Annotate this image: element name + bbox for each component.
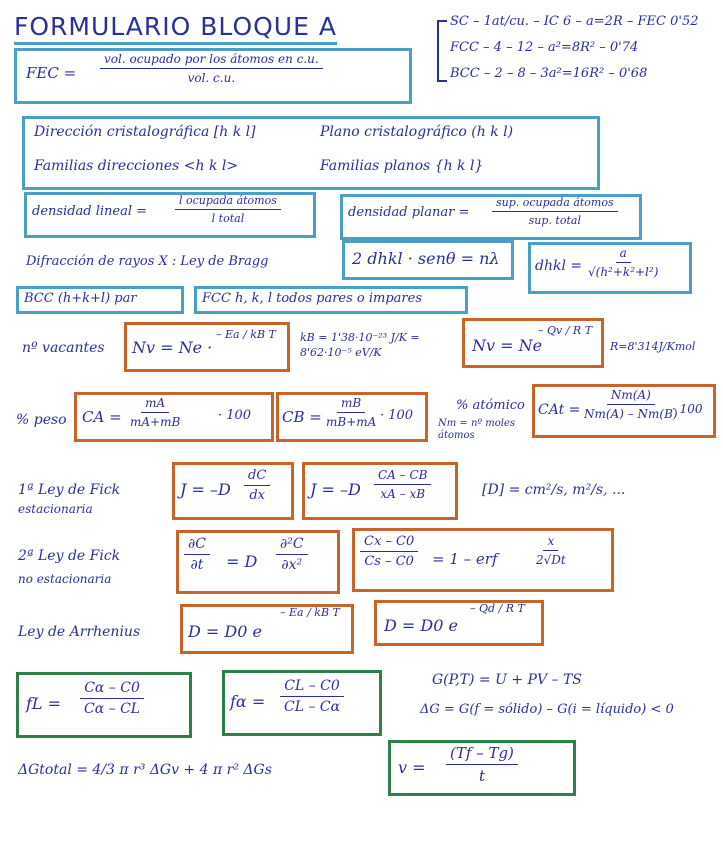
fick2-eq1-lhs-fraction (184, 536, 210, 573)
cb-num: mB (337, 396, 365, 413)
linear-density-den: l total (211, 212, 245, 225)
fick2-sublabel: no estacionaria (18, 572, 112, 586)
ca-times100: · 100 (218, 408, 252, 423)
structure-sc: SC – 1at/cu. – IC 6 – a=2R – FEC 0'52 (450, 14, 699, 29)
planar-density-fraction (492, 196, 618, 227)
gibbs-energy: G(P,T) = U + PV – TS (432, 672, 582, 688)
vacancies-eq2-lhs: Nv = Ne (472, 336, 543, 355)
bragg-equation: 2 dhkl · senθ = nλ (352, 249, 500, 268)
fick2-c-fraction (360, 534, 418, 569)
fick1-sublabel: estacionaria (18, 502, 93, 516)
family-planes-label: Familias planos {h k l} (320, 158, 484, 174)
fick1-eq2-den: xA – xB (380, 487, 426, 501)
vacancies-label: nº vacantes (22, 340, 105, 356)
boltzmann-constant: kB = 1'38·10⁻²³ J/K = 8'62·10⁻⁵ eV/K (300, 331, 420, 359)
page-title: FORMULARIO BLOQUE A (14, 12, 337, 45)
dhkl-fraction (584, 246, 662, 279)
cb-fraction (322, 396, 380, 429)
dhkl-lhs: dhkl = (535, 258, 583, 274)
fick2-c-num: Cx – C0 (360, 534, 418, 552)
ca-num: mA (141, 396, 169, 413)
planar-density-den: sup. total (528, 214, 581, 227)
vacancies-eq2-exponent: – Qv / R T (538, 324, 593, 337)
arrhenius-eq2-exponent: – Qd / R T (470, 602, 525, 615)
dhkl-den: √(h²+k²+l²) (588, 265, 659, 279)
fick2-rhs-den: ∂x² (281, 557, 303, 573)
weight-percent-label: % peso (16, 412, 67, 428)
cat-den: Nm(A) – Nm(B) (584, 407, 678, 421)
fick2-rhs-num: ∂²C (276, 536, 308, 555)
velocity-lhs: v = (398, 758, 426, 777)
velocity-num: (Tf – Tg) (446, 744, 518, 765)
planar-density-label: densidad planar = (348, 205, 470, 220)
fcc-rule: FCC h, k, l todos pares o impares (202, 291, 422, 306)
fick1-eq1-num: dC (244, 468, 270, 486)
linear-density-label: densidad lineal = (32, 204, 148, 219)
cat-times100: · 100 (672, 402, 703, 416)
arrhenius-label: Ley de Arrhenius (18, 624, 141, 640)
cb-times100: · 100 (380, 408, 414, 423)
structure-bcc: BCC – 2 – 8 – 3a²=16R² – 0'68 (450, 66, 648, 81)
fick2-erf-num: x (543, 534, 558, 551)
falpha-fraction (280, 678, 344, 715)
falpha-num: CL – C0 (280, 678, 344, 697)
plane-label: Plano cristalográfico (h k l) (320, 124, 514, 140)
gibbs-total: ΔGtotal = 4/3 π r³ ΔGv + 4 π r² ΔGs (18, 762, 272, 778)
fick2-erf-den: 2√Dt (536, 553, 566, 567)
bragg-label: Difracción de rayos X : Ley de Bragg (26, 254, 269, 269)
fl-den: Cα – CL (84, 701, 141, 717)
fick1-eq2-num: CA – CB (374, 468, 431, 485)
fec-label: FEC = (26, 64, 77, 82)
cat-lhs: CAt = (538, 402, 581, 418)
fick1-label: 1ª Ley de Fick (18, 482, 121, 498)
linear-density-fraction (175, 194, 281, 225)
fick2-eq-mid: = D (226, 552, 258, 571)
fick2-label: 2ª Ley de Fick (18, 548, 121, 564)
structure-fcc: FCC – 4 – 12 – a²=8R² – 0'74 (450, 40, 639, 55)
direction-label: Dirección cristalográfica [h k l] (34, 124, 256, 140)
arrhenius-eq1-exponent: – Ea / kB T (280, 606, 340, 619)
gas-constant: R=8'314J/Kmol (610, 340, 696, 353)
velocity-den: t (478, 767, 485, 785)
gibbs-delta: ΔG = G(f = sólido) – G(i = líquido) < 0 (420, 702, 674, 717)
arrhenius-eq2-lhs: D = D0 e (384, 616, 458, 635)
fick2-lhs-num: ∂C (184, 536, 210, 555)
ca-lhs: CA = (82, 408, 122, 426)
cat-num: Nm(A) (607, 388, 655, 405)
bcc-rule: BCC (h+k+l) par (24, 291, 137, 306)
fick2-erf-lhs: = 1 – erf (432, 550, 498, 568)
ca-fraction (126, 396, 184, 429)
vacancies-eq1-lhs: Nv = Ne · (132, 338, 213, 357)
fick1-eq1-fraction (244, 468, 270, 503)
linear-density-num: l ocupada átomos (175, 194, 281, 210)
vacancies-eq1-exponent: – Ea / kB T (216, 328, 276, 341)
fick1-eq2-lhs: J = –D (310, 480, 361, 499)
arrhenius-eq1-lhs: D = D0 e (188, 622, 262, 641)
structures-bracket (437, 20, 447, 82)
fec-fraction (100, 52, 323, 85)
fl-lhs: fL = (26, 694, 62, 713)
family-directions-label: Familias direcciones <h k l> (34, 158, 239, 174)
fick1-eq2-fraction (374, 468, 431, 501)
fick2-c-den: Cs – C0 (364, 554, 414, 569)
falpha-den: CL – Cα (284, 699, 341, 715)
fl-num: Cα – C0 (80, 680, 144, 699)
dhkl-num: a (616, 246, 631, 263)
velocity-fraction (446, 744, 518, 785)
fick2-eq1-rhs-fraction (276, 536, 308, 573)
falpha-lhs: fα = (230, 692, 266, 711)
planar-density-num: sup. ocupada átomos (492, 196, 618, 212)
cb-lhs: CB = (282, 408, 322, 426)
atomic-percent-label: % atómico (456, 398, 525, 413)
cb-den: mB+mA (326, 415, 377, 429)
ca-den: mA+mB (130, 415, 181, 429)
fec-denominator: vol. c.u. (187, 71, 236, 85)
fick2-lhs-den: ∂t (190, 557, 204, 573)
fick2-erf-fraction (532, 534, 570, 567)
fick1-eq1-den: dx (249, 488, 265, 503)
diffusivity-units: [D] = cm²/s, m²/s, ... (482, 482, 626, 498)
fl-fraction (80, 680, 144, 717)
fec-numerator: vol. ocupado por los átomos en c.u. (100, 52, 323, 69)
fick1-eq1-lhs: J = –D (180, 480, 231, 499)
moles-note: Nm = nº moles átomos (438, 418, 516, 441)
cat-fraction (580, 388, 682, 421)
